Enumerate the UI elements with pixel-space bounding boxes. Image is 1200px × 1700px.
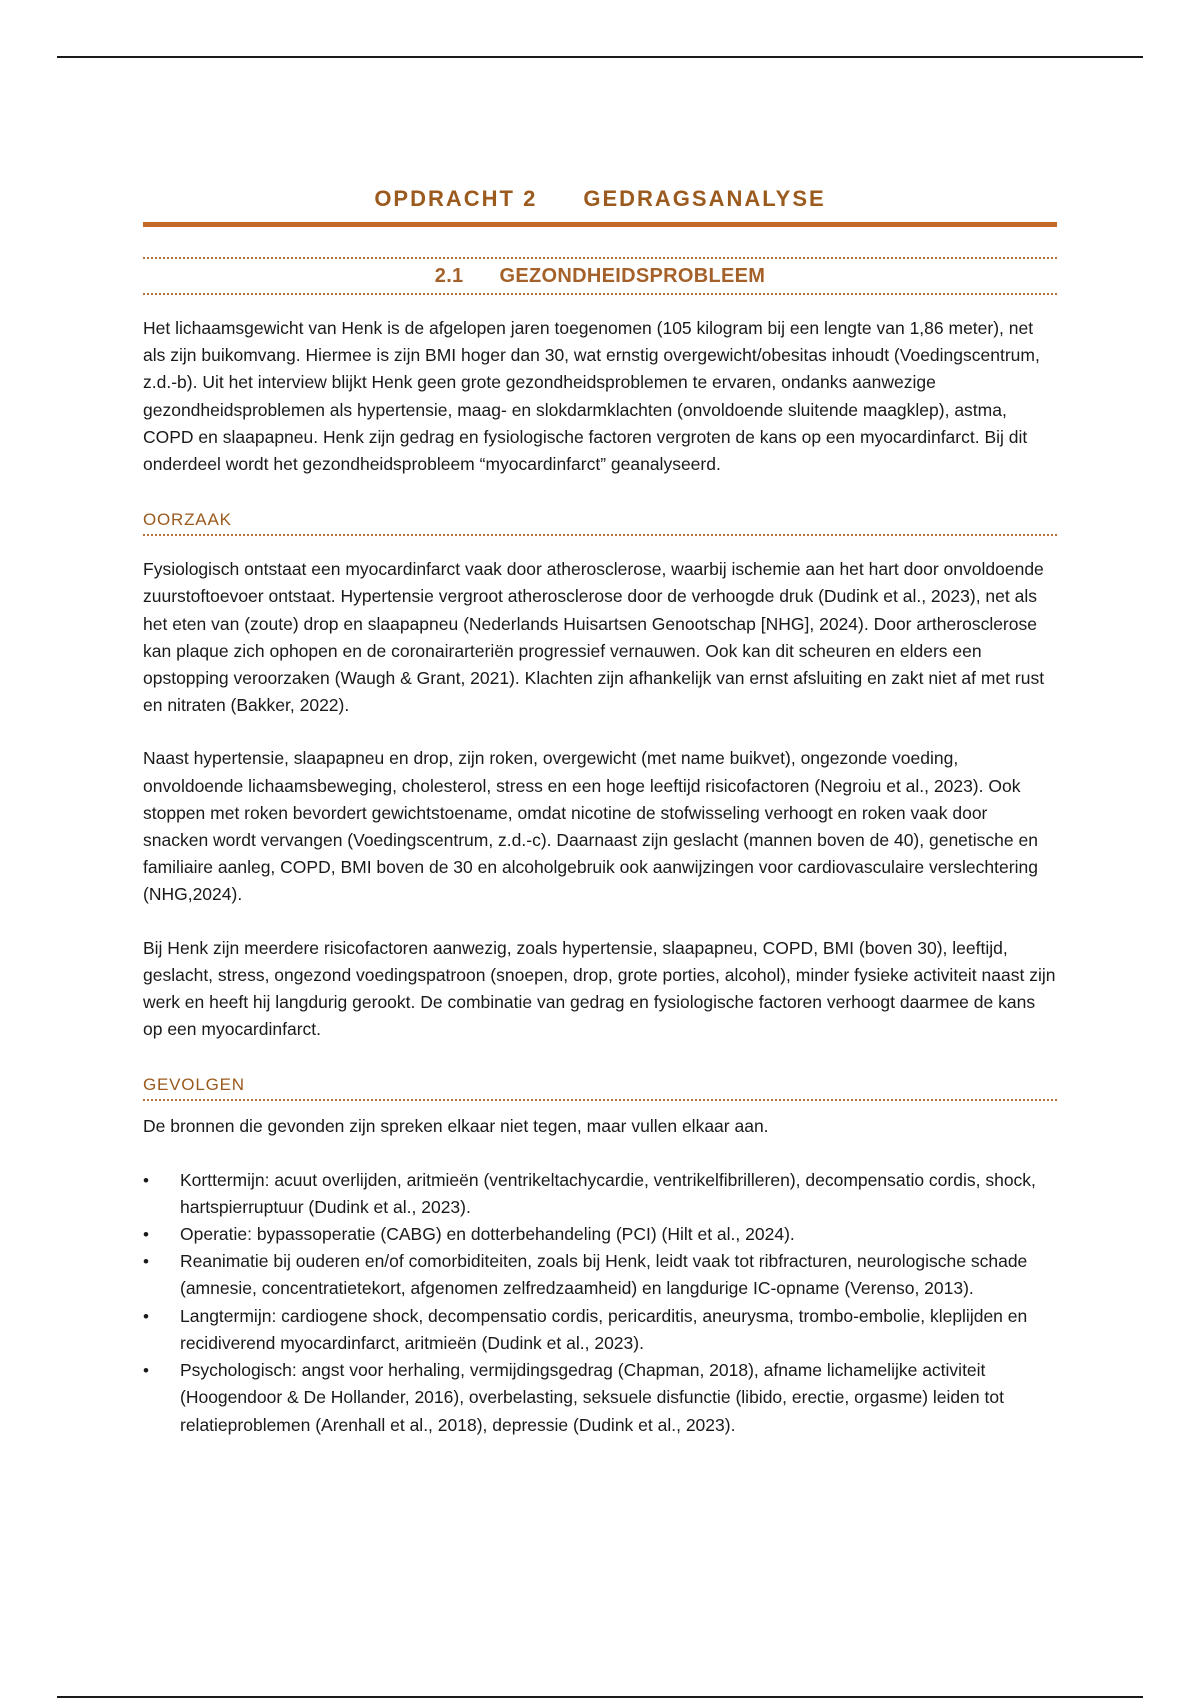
bullet-icon: •: [143, 1306, 149, 1326]
gevolgen-heading: GEVOLGEN: [143, 1073, 1057, 1101]
list-item-text: Operatie: bypassoperatie (CABG) en dotterbehandeling (PCI) (Hilt et al., 2024).: [180, 1224, 795, 1245]
list-item: [143, 1221, 1057, 1248]
list-item-text: Korttermijn: acuut overlijden, aritmieën (ventrikeltachycardie, ventrikelfibrilleren), decompensatio cordis, shock, hartspierruptuur (Dudink et al., 2023).: [180, 1169, 1036, 1217]
oorzaak-paragraph: Naast hypertensie, slaapapneu en drop, zijn roken, overgewicht (met name buikvet), ongezonde voeding, onvoldoende lichaamsbeweging, cholesterol, stress en een hoge leeftijd risicofactoren (Negroiu et al., 2023). Ook stoppen met roken bevordert gewichtstoename, omdat nicotine de stofwisseling verhoogt en roken vaak door snacken wordt vervangen (Voedingscentrum, z.d.-c). Daarnaast zijn geslacht (mannen boven de 40), genetische en familiaire aanleg, COPD, BMI boven de 30 en alcoholgebruik ook aanwijzingen voor cardiovasculaire verslechtering (NHG,2024).: [143, 748, 1038, 905]
bullet-icon: •: [143, 1361, 149, 1381]
list-item-text: Reanimatie bij ouderen en/of comorbiditeiten, zoals bij Henk, leidt vaak tot ribfracturen, neurologische schade (amnesie, concentratietekort, afgenomen zelfredzaamheid) en langdurige IC-opname (Verenso, 2013).: [180, 1251, 1028, 1299]
section-title: [143, 257, 1057, 295]
section-title-text: GEZONDHEIDSPROBLEEM: [499, 265, 766, 287]
bullet-icon: •: [143, 1225, 149, 1245]
page-footer-rule: [57, 1696, 1143, 1698]
oorzaak-paragraph: Bij Henk zijn meerdere risicofactoren aanwezig, zoals hypertensie, slaapapneu, COPD, BMI (boven 30), leeftijd, geslacht, stress, ongezond voedingspatroon (snoepen, drop, grote porties, alcohol), minder fysieke activiteit naast zijn werk en heeft hij langdurig gerookt. De combinatie van gedrag en fysiologische factoren verhoogt daarmee de kans op een myocardinfarct.: [143, 937, 1056, 1040]
gevolgen-list: [143, 1167, 1057, 1439]
list-item: [143, 1248, 1057, 1302]
oorzaak-paragraph: Fysiologisch ontstaat een myocardinfarct vaak door atherosclerose, waarbij ischemie aan het hart door onvoldoende zuurstoftoevoer ontstaat. Hypertensie vergroot atherosclerose door de verhoogde druk (Dudink et al., 2023), net als het eten van (zoute) drop en slaapapneu (Nederlands Huisartsen Genootschap [NHG], 2024). Door artherosclerose kan plaque zich ophopen en de coronairarteriën progressief vernauwen. Ook kan dit scheuren en elders een opstopping veroorzaken (Waugh & Grant, 2021). Klachten zijn afhankelijk van ernst afsluiting en zakt niet af met rust en nitraten (Bakker, 2022).: [143, 559, 1045, 716]
bullet-icon: •: [143, 1170, 149, 1190]
chapter-number: OPDRACHT 2: [374, 186, 538, 211]
chapter-title: [143, 184, 1057, 227]
intro-paragraph: Het lichaamsgewicht van Henk is de afgelopen jaren toegenomen (105 kilogram bij een lengte van 1,86 meter), net als zijn buikomvang. Hiermee is zijn BMI hoger dan 30, wat ernstig overgewicht/obesitas inhoudt (Voedingscentrum, z.d.-b). Uit het interview blijkt Henk geen grote gezondheidsproblemen te ervaren, ondanks aanwezige gezondheidsproblemen als hypertensie, maag- en slokdarmklachten (onvoldoende sluitende maagklep), astma, COPD en slaapapneu. Henk zijn gedrag en fysiologische factoren vergroten de kans op een myocardinfarct. Bij dit onderdeel wordt het gezondheidsprobleem “myocardinfarct” geanalyseerd.: [143, 318, 1040, 475]
list-item: [143, 1303, 1057, 1357]
list-item: [143, 1357, 1057, 1439]
page-header-rule: [57, 56, 1143, 58]
document-body: [143, 184, 1057, 1439]
oorzaak-heading: OORZAAK: [143, 508, 1057, 536]
section-number: 2.1: [434, 265, 464, 287]
gevolgen-intro: De bronnen die gevonden zijn spreken elkaar niet tegen, maar vullen elkaar aan.: [143, 1116, 769, 1137]
list-item-text: Psychologisch: angst voor herhaling, vermijdingsgedrag (Chapman, 2018), afname lichamelijke activiteit (Hoogendoor & De Hollander, 2016), overbelasting, seksuele disfunctie (libido, erectie, orgasme) leiden tot relatieproblemen (Arenhall et al., 2018), depressie (Dudink et al., 2023).: [180, 1360, 1004, 1435]
list-item-text: Langtermijn: cardiogene shock, decompensatio cordis, pericarditis, aneurysma, trombo-embolie, kleplijden en recidiverend myocardinfarct, aritmieën (Dudink et al., 2023).: [180, 1305, 1028, 1353]
list-item: [143, 1167, 1057, 1221]
chapter-title-text: GEDRAGSANALYSE: [583, 186, 826, 211]
bullet-icon: •: [143, 1252, 149, 1272]
